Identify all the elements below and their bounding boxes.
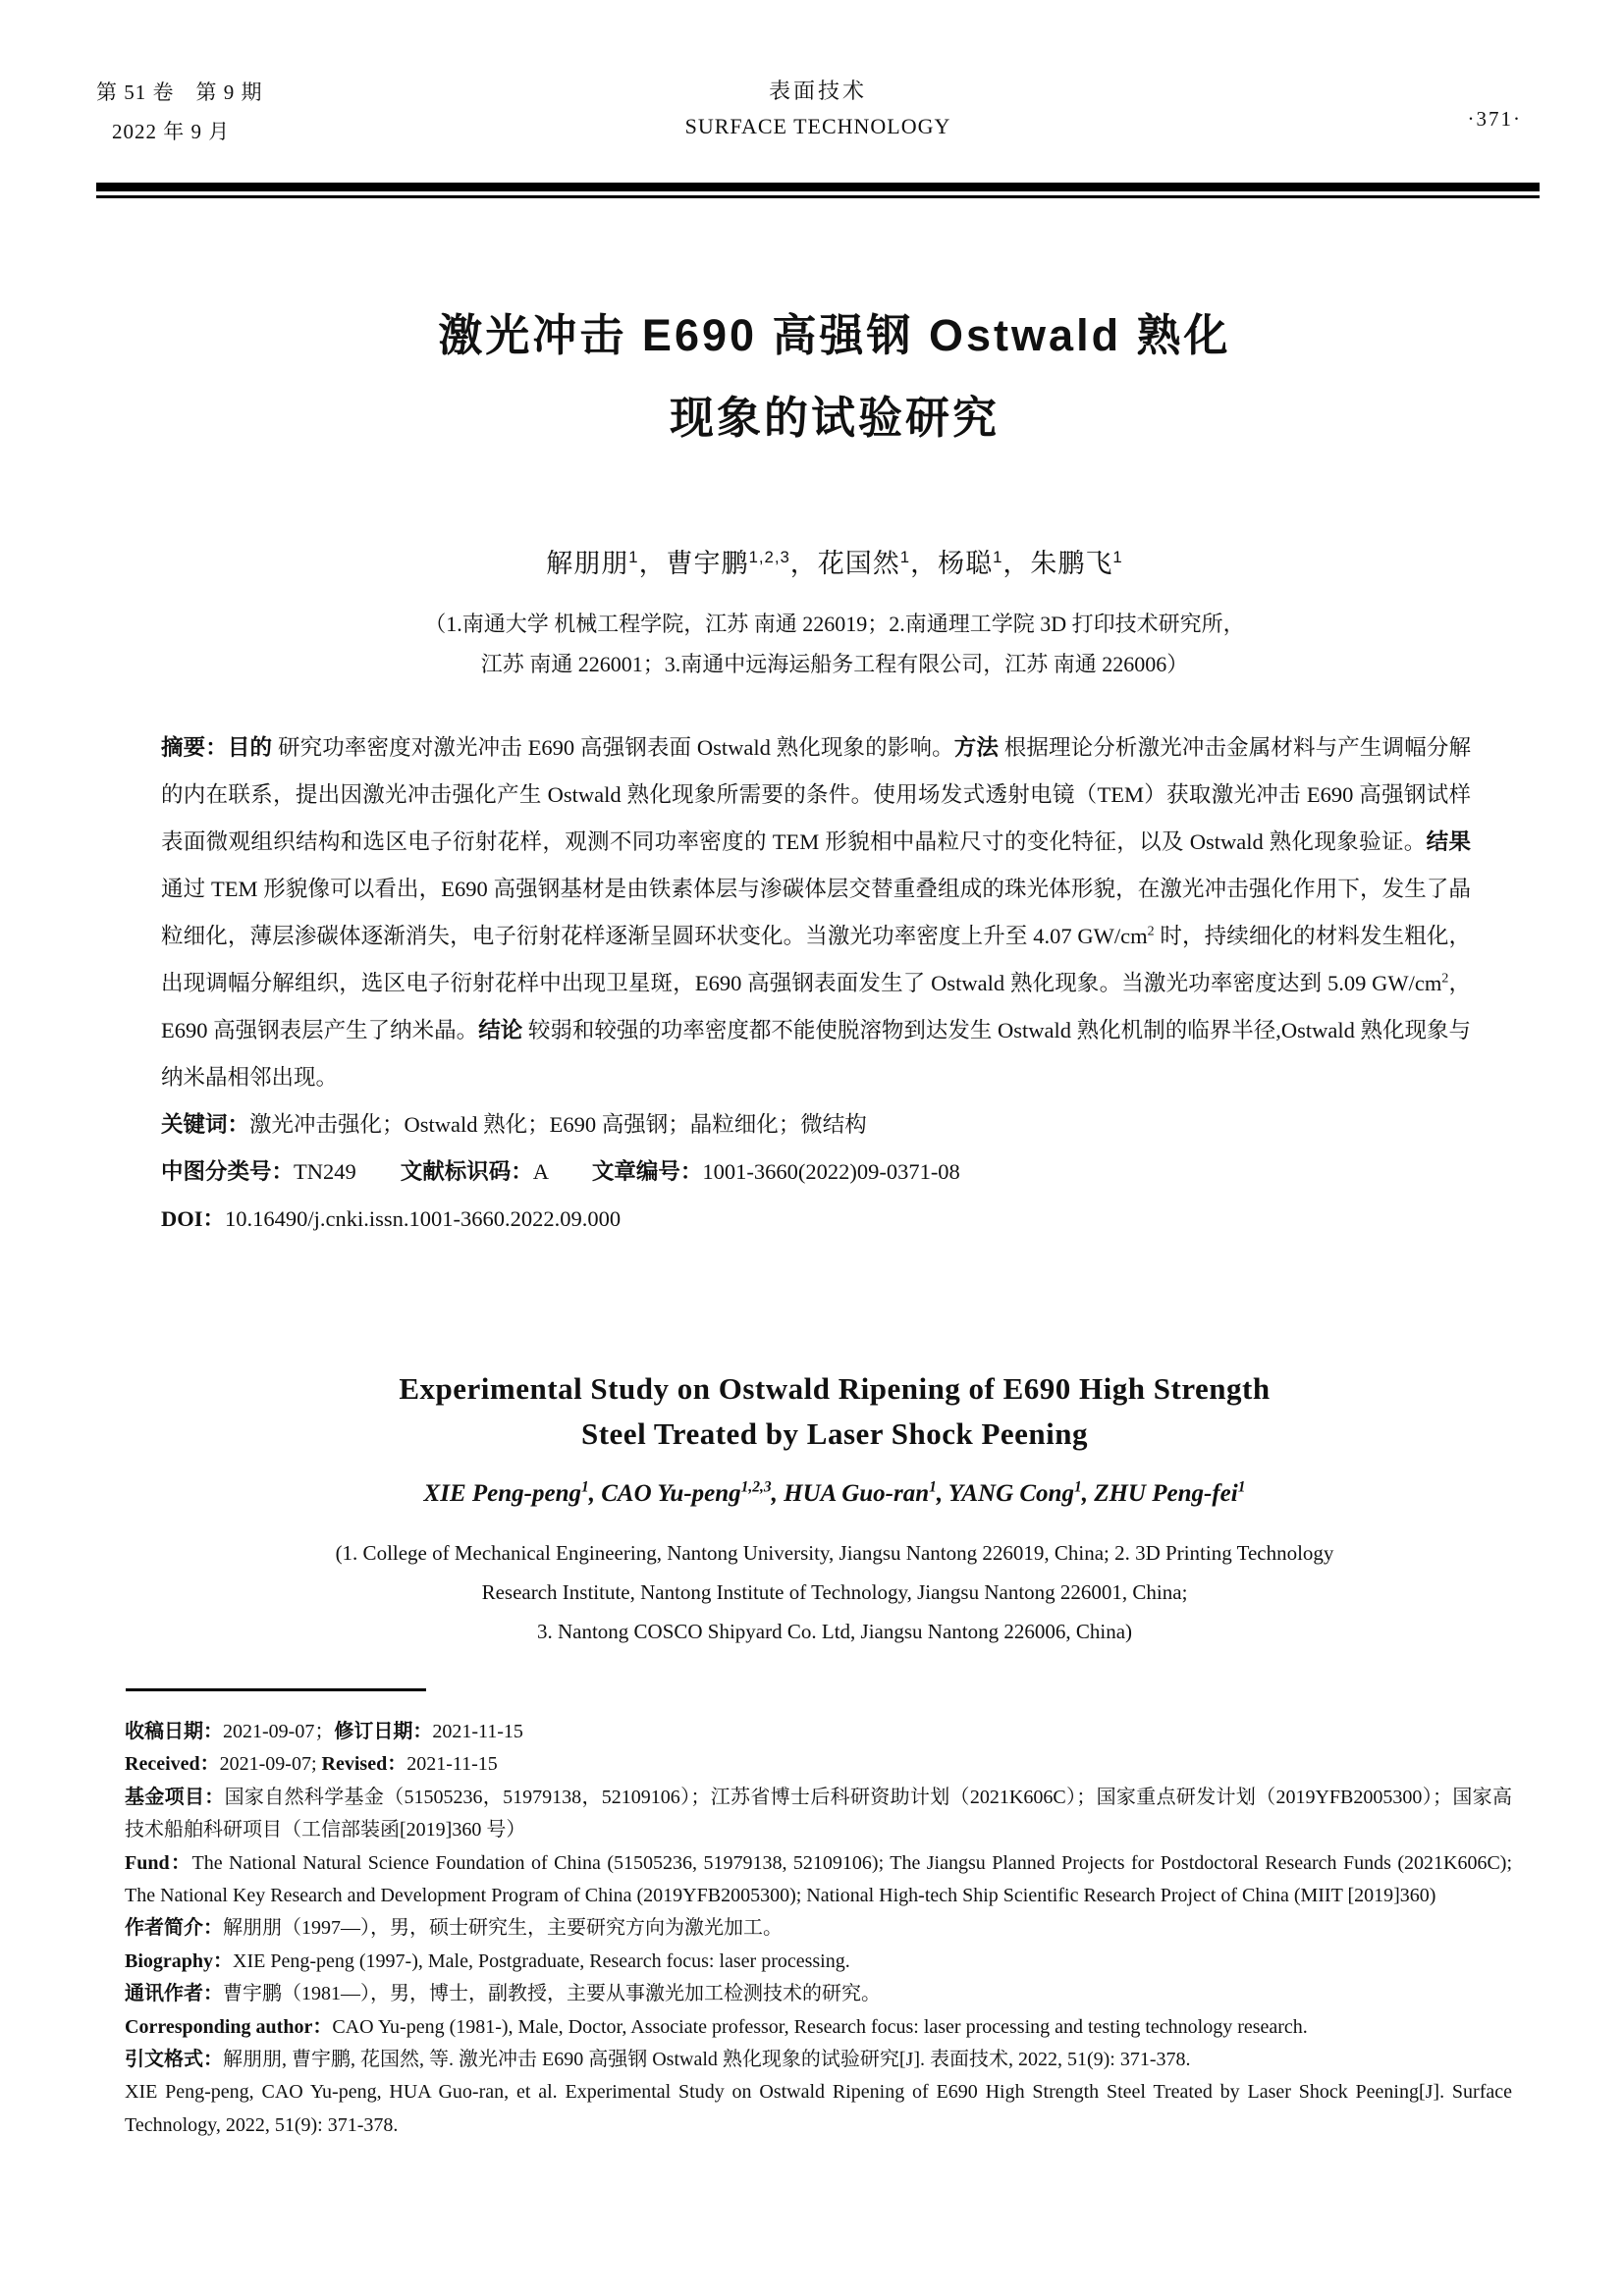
journal-name-cn: 表面技术 bbox=[768, 79, 867, 103]
affiliation-en-line2: Research Institute, Nantong Institute of Technology, Jiangsu Nantong 226001, China; bbox=[481, 1580, 1188, 1604]
title-en bbox=[39, 1366, 1624, 1457]
abstract: 摘要：目的 研究功率密度对激光冲击 E690 高强钢表面 Ostwald 熟化现象的影响。方法 根据理论分析激光冲击金属材料与产生调幅分解的内在联系，提出因激光冲击强化产生 Ostwald 熟化现象所需要的条件。使用场发式透射电镜（TEM）获取激光冲击 E690 高强钢试样表面微观组织结构和选区电子衍射花样，观测不同功率密度的 TEM 形貌相中晶粒尺寸的变化特征，以及 Ostwald 熟化现象验证。结果 通过 TEM 形貌像可以看出，E690 高强钢基材是由铁素体层与渗碳体层交替重叠组成的珠光体形貌，在激光冲击强化作用下，发生了晶粒细化，薄层渗碳体逐渐消失，电子衍射花样逐渐呈圆环状变化。当激光功率密度上升至 4.07 $GW/cm^2$ 时，持续细化的材料发生粗化，出现调幅分解组织，选区电子衍射花样中出现卫星斑，E690 高强钢表面发生了 Ostwald 熟化现象。当激光功率密度达到 5.09 $GW/cm^2$，E690 高强钢表层产生了纳米晶。结论 较弱和较强的功率密度都不能使脱溶物到达发生 Ostwald 熟化机制的临界半径,Ostwald 熟化现象与纳米晶相邻出现。 bbox=[161, 735, 1471, 1090]
title-cn bbox=[39, 294, 1624, 459]
title-en-line1: Experimental Study on Ostwald Ripening of E690 High Strength bbox=[399, 1371, 1271, 1406]
footnote-fund-en: Fund：The National Natural Science Foundation of China (51505236, 51979138, 52109106); The Jiangsu Planned Projects for Postdoctoral Research Funds (2021K606C); The National Key Research and Development Program of China (2019YFB2005300); National High-tech Ship Scientific Research Project of China (MIIT [2019]360) bbox=[125, 1851, 1512, 1907]
footnote-divider bbox=[126, 1688, 426, 1691]
doi-line: DOI：10.16490/j.cnki.issn.1001-3660.2022.09.000 bbox=[161, 1206, 622, 1231]
affiliation-cn-line1: （1.南通大学 机械工程学院，江苏 南通 226019；2.南通理工学院 3D 打印技术研究所， bbox=[424, 612, 1245, 636]
footnote-fund-cn: 基金项目：国家自然科学基金（51505236，51979138，52109106）；江苏省博士后科研资助计划（2021K606C）；国家重点研发计划（2019YFB2005300）；国家高技术船舶科研项目（工信部装函[2019]360 号） bbox=[125, 1786, 1512, 1842]
header-rule bbox=[96, 183, 1540, 198]
affiliation-en-line1: (1. College of Mechanical Engineering, Nantong University, Jiangsu Nantong 226019, China; 2. 3D Printing Technology bbox=[335, 1541, 1334, 1565]
journal-name bbox=[96, 75, 1540, 139]
volume-issue: 第 51 卷 第 9 期 bbox=[96, 80, 263, 104]
footnote-corresponding-en: Corresponding author：CAO Yu-peng (1981-), Male, Doctor, Associate professor, Research focus: laser processing and testing technology research. bbox=[125, 2015, 1308, 2038]
abstract-block bbox=[161, 724, 1471, 1243]
affiliation-en-line3: 3. Nantong COSCO Shipyard Co. Ltd, Jiangsu Nantong 226006, China) bbox=[536, 1620, 1133, 1643]
journal-name-en: SURFACE TECHNOLOGY bbox=[684, 114, 951, 138]
footnote-biography-cn: 作者简介：解朋朋（1997—），男，硕士研究生，主要研究方向为激光加工。 bbox=[125, 1917, 783, 1940]
header-rule-thin bbox=[96, 195, 1540, 198]
issue-date: 2022 年 9 月 bbox=[112, 120, 231, 143]
title-cn-line2: 现象的试验研究 bbox=[669, 393, 1000, 443]
keywords: 关键词：激光冲击强化；Ostwald 熟化；E690 高强钢；晶粒细化；微结构 bbox=[161, 1112, 867, 1137]
affiliations-en bbox=[39, 1533, 1624, 1651]
english-block bbox=[39, 1366, 1624, 1651]
footnote-corresponding-cn: 通讯作者：曹宇鹏（1981—），男，博士，副教授，主要从事激光加工检测技术的研究。 bbox=[125, 1983, 881, 2005]
footnote-received-en: Received：2021-09-07; Revised：2021-11-15 bbox=[125, 1753, 498, 1776]
footnote-block bbox=[125, 1716, 1512, 2142]
footnote-citation-en: XIE Peng-peng, CAO Yu-peng, HUA Guo-ran, et al. Experimental Study on Ostwald Ripening of E690 High Strength Steel Treated by Laser Shock Peening[J]. Surface Technology, 2022, 51(9): 371-378. bbox=[125, 2081, 1512, 2136]
title-en-line2: Steel Treated by Laser Shock Peening bbox=[580, 1416, 1088, 1451]
header-rule-thick bbox=[96, 183, 1540, 191]
authors-en: XIE Peng-peng$^1$, CAO Yu-peng$^{1,2,3}$, HUA Guo-ran$^1$, YANG Cong$^1$, ZHU Peng-fei$^1$ bbox=[423, 1478, 1246, 1507]
footnote-citation-cn: 引文格式：解朋朋, 曹宇鹏, 花国然, 等. 激光冲击 E690 高强钢 Ostwald 熟化现象的试验研究[J]. 表面技术, 2022, 51(9): 371-378. bbox=[125, 2049, 1191, 2071]
title-cn-line1: 激光冲击 E690 高强钢 Ostwald 熟化 bbox=[438, 310, 1231, 360]
footnote-biography-en: Biography：XIE Peng-peng (1997-), Male, Postgraduate, Research focus: laser processing. bbox=[125, 1949, 850, 1972]
clc-line: 中图分类号：TN249 文献标识码：A 文章编号：1001-3660(2022)09-0371-08 bbox=[161, 1159, 960, 1184]
footnote-received-cn: 收稿日期：2021-09-07；修订日期：2021-11-15 bbox=[125, 1721, 523, 1742]
affiliations-cn bbox=[39, 604, 1624, 684]
page-number: ·371· bbox=[1467, 107, 1522, 131]
authors-cn: 解朋朋$^1$，曹宇鹏$^{1,2,3}$，花国然$^1$，杨聪$^1$，朱鹏飞$^1$ bbox=[546, 548, 1123, 578]
affiliation-cn-line2: 江苏 南通 226001；3.南通中远海运船务工程有限公司，江苏 南通 226006） bbox=[480, 652, 1189, 676]
